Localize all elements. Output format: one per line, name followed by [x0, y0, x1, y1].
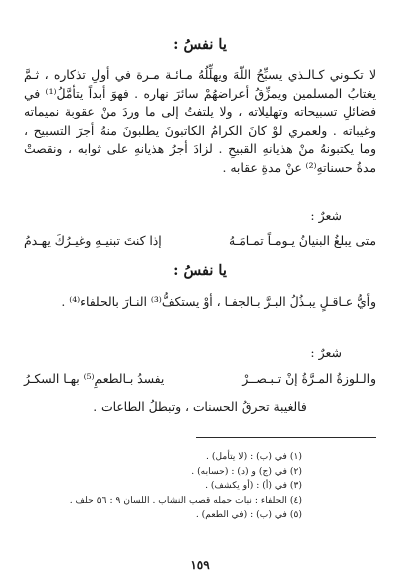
paragraph-2: وأيُّ عـاقـلٍ يبـذُلُ البـرَّ بـالجفـا ، أوْ يستكفُّ⁽³⁾ النـارَ بالحلفاء⁽⁴⁾ .: [61, 295, 376, 309]
footnote-5: (٥) في (ب) : (في الطعم) .: [195, 509, 302, 521]
footnote-3: (٣) في (أ) : (أو يكشف) .: [205, 480, 302, 492]
verse-2: [24, 370, 376, 388]
verse-label-2: شعرٌ :: [310, 345, 342, 360]
verse-1: [24, 232, 376, 250]
footnotes: [20, 450, 302, 523]
verse-label-1: شعرٌ :: [310, 208, 342, 223]
section-heading-2: يا نفسُ :: [173, 262, 227, 279]
book-page: [20, 0, 380, 588]
verse-1-second-hemistich: إذا كنتَ تبنيـهِ وغيـرُكَ يهـدمُ: [24, 234, 162, 248]
page-number: ١٥٩: [190, 558, 210, 572]
footnote-divider: [196, 437, 376, 438]
footnote-1: (١) في (ب) : (لا يتأمل) .: [206, 451, 302, 462]
verse-1-first-hemistich: متى يبلغُ البنيانُ يـومـاً تمـامَـهُ: [229, 234, 376, 248]
footnote-4: (٤) الحلفاء : نبات حمله قصب النشاب . اللسان ٩ : ٥٦ حلف .: [69, 494, 302, 506]
verse-2-second-hemistich: يفسدُ بـالطعمِ⁽⁵⁾ بهـا السكـرُ: [24, 372, 165, 386]
closing-line: فالغيبة تحرقُ الحسنات ، وتبطلُ الطاعات .: [93, 400, 307, 414]
footnote-2: (٢) في (ج) و (د) : (حسابه) .: [191, 465, 302, 477]
paragraph-1: لا تكـوني كـالـذي يسبِّحُ اللّهَ ويهلِّلُهُ مـائـة مـرة في أولِ تذكاره ، ثـمَّ يغتابُ المسلمين ويمزِّقُ أعراضهُمْ سائرَ نهاره . فهوَ أبداً يتأمَّلُ⁽¹⁾ في فضائلِ تسبيحاته وتهليلاته ، ولا يلتفتُ إلى ما وردَ منْ عقوبة نميماته وغيباته . ولعمري لوْ كانَ الكرامُ الكاتبونَ يطلبونَ منهُ أجرَ التسبيح ، وما يكتبونهُ منْ هذيانهِ القبيحِ . لزادَ أجرُ هذيانهِ على ثوابه ، ونقصتْ مدةُ حسناتهِ⁽²⁾ عنْ مدةِ عقابه .: [24, 68, 376, 175]
section-heading-1: يا نفسُ :: [173, 36, 227, 53]
verse-2-first-hemistich: والـلوزةُ المـرَّةُ إنْ تـبـصــرْ: [242, 372, 376, 386]
